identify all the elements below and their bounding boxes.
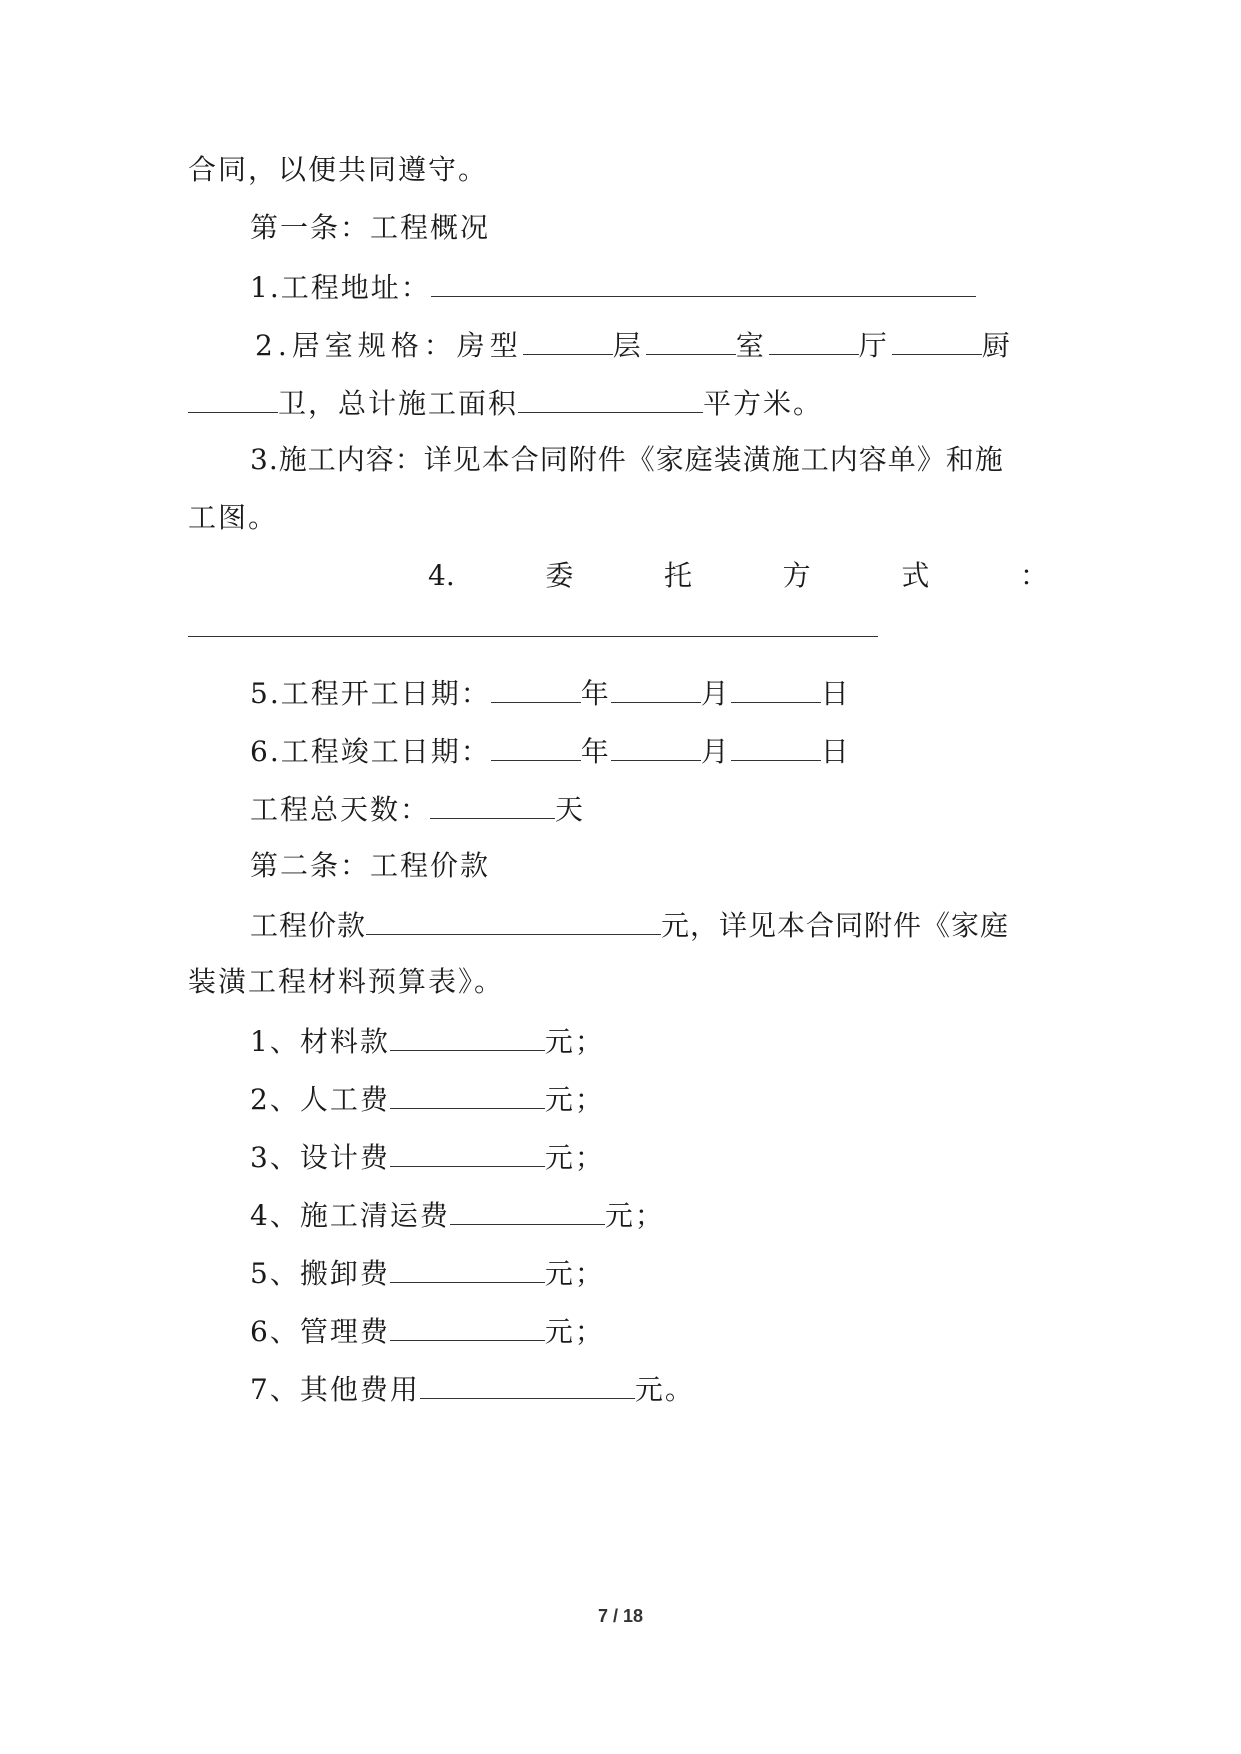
total-days-line (250, 788, 585, 830)
blank (892, 324, 982, 355)
fee-item (250, 1136, 605, 1178)
justified-char: 委 (545, 559, 574, 592)
fee-label: 5、搬卸费 (250, 1257, 390, 1290)
justified-char: 方 (782, 559, 811, 592)
price-label: 工程价款 (250, 909, 367, 942)
area-line (188, 382, 823, 424)
fee-item (250, 1310, 605, 1352)
section-heading: 第二条：工程价款 (250, 849, 491, 882)
fee-suffix: 元； (544, 1257, 605, 1290)
unit-text: 室 (735, 329, 769, 362)
room-spec-label: 2.居室规格：房型 (255, 329, 523, 362)
paragraph-line: 装潢工程材料预算表》。 (188, 965, 505, 998)
section-heading: 第一条：工程概况 (250, 211, 491, 244)
unit-text: 天 (555, 793, 586, 826)
days-label: 工程总天数： (250, 793, 431, 826)
blank (646, 324, 736, 355)
paragraph-line: 合同，以便共同遵守。 (188, 153, 489, 186)
blank (188, 606, 878, 637)
price-suffix: 元，详见本合同附件《家庭 (661, 909, 1010, 942)
fee-suffix: 元； (544, 1141, 605, 1174)
blank (523, 324, 613, 355)
paragraph-line: 工图。 (188, 501, 279, 534)
fee-suffix: 元； (544, 1083, 605, 1116)
fee-suffix: 元； (544, 1025, 605, 1058)
commission-method-line (428, 556, 1048, 596)
blank (611, 730, 701, 761)
unit-text: 年 (580, 735, 611, 768)
blank (390, 1252, 545, 1283)
blank (491, 730, 581, 761)
start-date-line (250, 672, 851, 714)
blank (390, 1136, 545, 1167)
unit-text: 日 (820, 735, 851, 768)
area-label: 卫，总计施工面积 (278, 387, 519, 420)
unit-text: 月 (700, 735, 731, 768)
blank (518, 382, 703, 413)
blank (491, 672, 581, 703)
blank (390, 1078, 545, 1109)
price-line (250, 904, 1009, 946)
fee-label: 4、施工清运费 (250, 1199, 450, 1232)
address-line (250, 266, 976, 308)
justified-char: 4. (428, 559, 455, 592)
justified-char: 式 (901, 559, 930, 592)
blank (430, 788, 555, 819)
fee-item (250, 1020, 605, 1062)
unit-text: 层 (612, 329, 646, 362)
address-label: 1.工程地址： (250, 271, 431, 304)
fee-item (250, 1194, 665, 1236)
blank (731, 672, 821, 703)
unit-text: 平方米。 (703, 387, 824, 420)
blank (769, 324, 859, 355)
fee-label: 1、材料款 (250, 1025, 390, 1058)
blank (366, 904, 661, 935)
date-label: 5.工程开工日期： (250, 677, 491, 710)
date-label: 6.工程竣工日期： (250, 735, 491, 768)
blank (420, 1368, 635, 1399)
unit-text: 厅 (858, 329, 892, 362)
blank (731, 730, 821, 761)
unit-text: 日 (820, 677, 851, 710)
fee-item (250, 1368, 695, 1410)
justified-char: 托 (664, 559, 693, 592)
fee-label: 2、人工费 (250, 1083, 390, 1116)
room-spec-line (255, 324, 1015, 366)
blank (450, 1194, 605, 1225)
justified-char: ： (1019, 559, 1048, 592)
fee-item (250, 1252, 605, 1294)
commission-blank-line (188, 606, 878, 648)
address-blank (431, 266, 976, 297)
blank (390, 1310, 545, 1341)
blank (390, 1020, 545, 1051)
fee-label: 7、其他费用 (250, 1373, 420, 1406)
fee-suffix: 元； (544, 1315, 605, 1348)
fee-item (250, 1078, 605, 1120)
end-date-line (250, 730, 851, 772)
fee-suffix: 元。 (634, 1373, 695, 1406)
unit-text: 年 (580, 677, 611, 710)
fee-label: 6、管理费 (250, 1315, 390, 1348)
fee-suffix: 元； (604, 1199, 665, 1232)
page-number: 7 / 18 (597, 1606, 644, 1626)
blank (611, 672, 701, 703)
unit-text: 厨 (981, 329, 1015, 362)
paragraph-line: 3.施工内容：详见本合同附件《家庭装潢施工内容单》和施 (250, 443, 1004, 476)
unit-text: 月 (700, 677, 731, 710)
fee-label: 3、设计费 (250, 1141, 390, 1174)
blank (188, 382, 278, 413)
